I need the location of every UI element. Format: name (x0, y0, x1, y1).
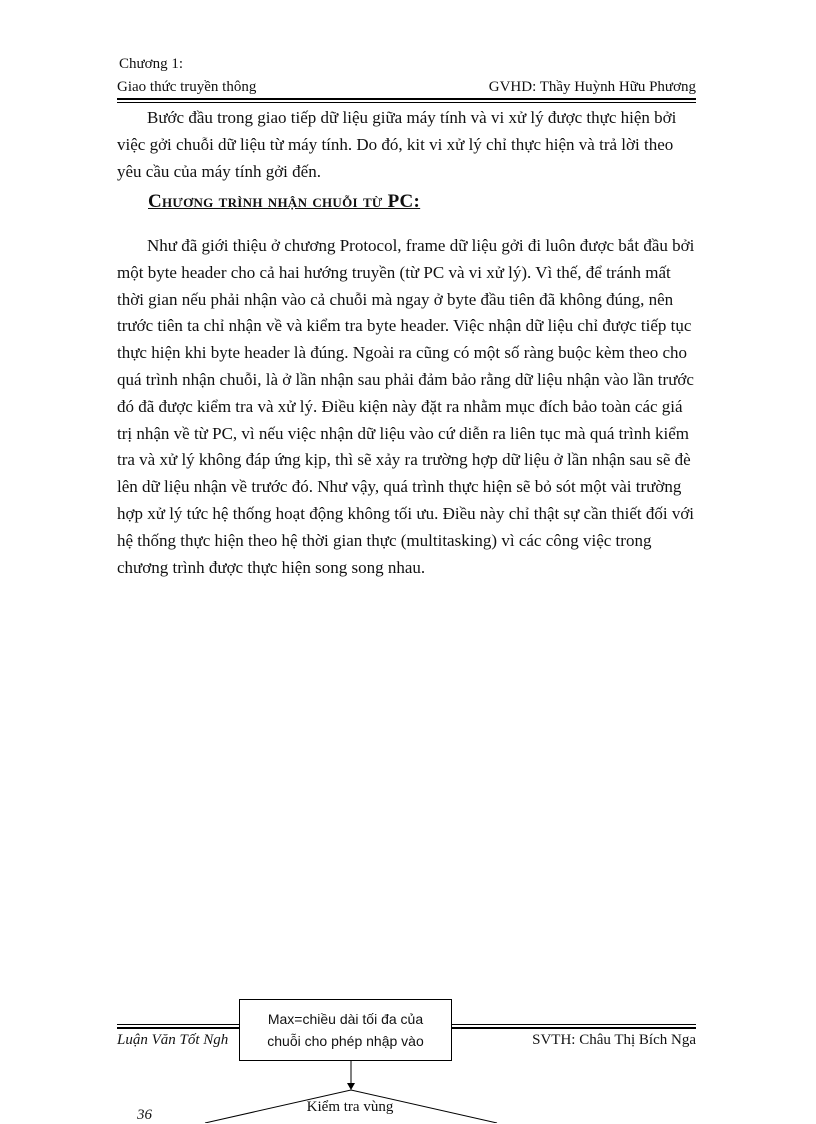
section-heading: Chương trình nhận chuỗi từ PC: (148, 191, 421, 212)
page-number: 36 (137, 1107, 152, 1123)
flowchart-box-line2: chuỗi cho phép nhập vào (267, 1033, 424, 1049)
flowchart-box-line1: Max=chiều dài tối đa của (267, 1011, 424, 1027)
body-text: Như đã giới thiệu ở chương Protocol, frame dữ liệu gởi đi luôn được bắt đầu bởi một byte header cho cả hai hướng truyền (từ PC và vi xử lý). Vì thế, để tránh mất thời gian nếu phải nhận vào cả chuỗi mà ngay ở byte đầu tiên đã không đúng, nên trước tiên ta chỉ nhận về và kiểm tra byte header. Việc nhận dữ liệu chỉ được tiếp tục thực hiện khi byte header là đúng. Ngoài ra cũng có một số ràng buộc kèm theo cho quá trình nhận chuỗi, là ở lần nhận sau phải đảm bảo rằng dữ liệu nhận vào lần trước đó đã được kiểm tra và xử lý. Điều kiện này đặt ra nhằm mục đích bảo toàn các giá trị nhận về từ PC, vì nếu việc nhận dữ liệu vào cứ diễn ra liên tục mà quá trình kiểm tra và xử lý không đáp ứng kịp, thì sẽ xảy ra trường hợp dữ liệu ở lần nhận sau sẽ đè lên dữ liệu nhận về trước đó. Như vậy, quá trình thực hiện sẽ bỏ sót một vài trường hợp xử lý tức hệ thống hoạt động không tối ưu. Điều này chỉ thật sự cần thiết đối với hệ thống thực hiện theo hệ thời gian thực (multitasking) vì các công việc trong chương trình được thực hiện song song nhau. (117, 236, 695, 577)
flowchart-arrowhead (347, 1083, 355, 1090)
footer-left: Luận Văn Tốt Ngh (117, 1032, 229, 1048)
header-chapter: Chương 1: (119, 56, 183, 72)
intro-text: Bước đầu trong giao tiếp dữ liệu giữa máy tính và vi xử lý được thực hiện bởi việc gởi chuỗi dữ liệu từ máy tính. Do đó, kit vi xử lý chỉ thực hiện và trả lời theo yêu cầu của máy tính gởi đến. (117, 108, 677, 181)
flowchart-decision-text: Kiểm tra vùng (306, 1099, 394, 1115)
header-subject: Giao thức truyền thông (117, 79, 257, 95)
flowchart-process-box (239, 999, 452, 1061)
header-advisor: GVHD: Thầy Huỳnh Hữu Phương (488, 79, 696, 95)
footer-right: SVTH: Châu Thị Bích Nga (532, 1032, 696, 1048)
